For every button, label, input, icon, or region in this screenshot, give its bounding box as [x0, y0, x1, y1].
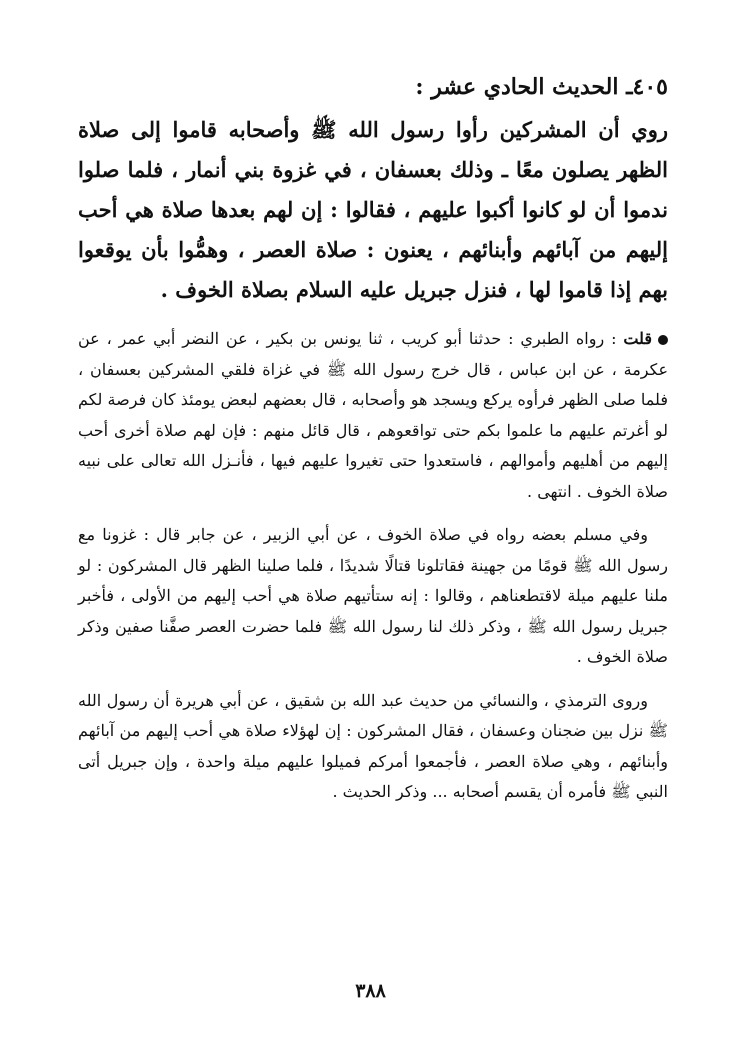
commentary-paragraph-1-text: : رواه الطبري : حدثنا أبو كريب ، ثنا يونس بن بكير ، عن النضر أبي عمر ، عن عكرمة ، عن ابن عباس ، قال خرج رسول الله ﷺ في غزاة فلقي المشركين بعسفان ، فلما صلى الظهر فرأوه يركع ويسجد هو وأصحابه ، قال بعضهم لبعض يومئذ كان فرصة لكم لو أغرتم عليهم ما علموا بكم حتى تواقعوهم ، قال قائل منهم : فإن لهم صلاة أخرى أحب إليهم من أهليهم وأموالهم ، فاستعدوا حتى تغيروا عليهم فيها ، فأنـزل الله تعالى على نبيه صلاة الخوف . انتهى .	[78, 329, 668, 501]
commentary-paragraph-2: وفي مسلم بعضه رواه في صلاة الخوف ، عن أبي الزبير ، عن جابر قال : غزونا مع رسول الله ﷺ قومًا من جهينة فقاتلونا قتالًا شديدًا ، فلما صلينا الظهر قال المشركون : لو ملنا عليهم ميلة لاقتطعناهم ، وقالوا : إنه ستأتيهم صلاة هي أحب إليهم من الأولى ، فأخبر جبريل رسول الله ﷺ ، وذكر ذلك لنا رسول الله ﷺ فلما حضرت العصر صفَّنا صفين وذكر صلاة الخوف .	[78, 525, 668, 666]
page-number: ٣٨٨	[355, 980, 386, 1002]
commentary-paragraph-3: وروى الترمذي ، والنسائي من حديث عبد الله بن شقيق ، عن أبي هريرة أن رسول الله ﷺ نزل بين ضجنان وعسفان ، فقال المشركون : إن لهؤلاء صلاة هي أحب إليهم من آبائهم وأبنائهم ، وهي صلاة العصر ، فأجمعوا أمركم فميلوا عليهم ميلة واحدة ، وإن جبريل أتى النبي ﷺ فأمره أن يقسم أصحابه ... وذكر الحديث .	[78, 690, 668, 801]
page-body	[78, 70, 668, 821]
hadith-main-text: روي أن المشركين رأوا رسول الله ﷺ وأصحابه قاموا إلى صلاة الظهر يصلون معًا ـ وذلك بعسفان ، في غزوة بني أنمار ، فلما صلوا ندموا أن لو كانوا أكبوا عليهم ، فقالوا : إن لهم بعدها صلاة هي أحب إليهم من آبائهم وأبنائهم ، يعنون : صلاة العصر ، وهمُّوا بأن يوقعوا بهم إذا قاموا لها ، فنزل جبريل عليه السلام بصلاة الخوف .	[78, 117, 668, 302]
note-label: قلت	[623, 329, 652, 348]
hadith-heading: ٤٠٥ـ الحديث الحادي عشر :	[415, 74, 668, 100]
commentary-paragraph-1	[78, 324, 668, 507]
bullet-icon	[658, 335, 668, 345]
